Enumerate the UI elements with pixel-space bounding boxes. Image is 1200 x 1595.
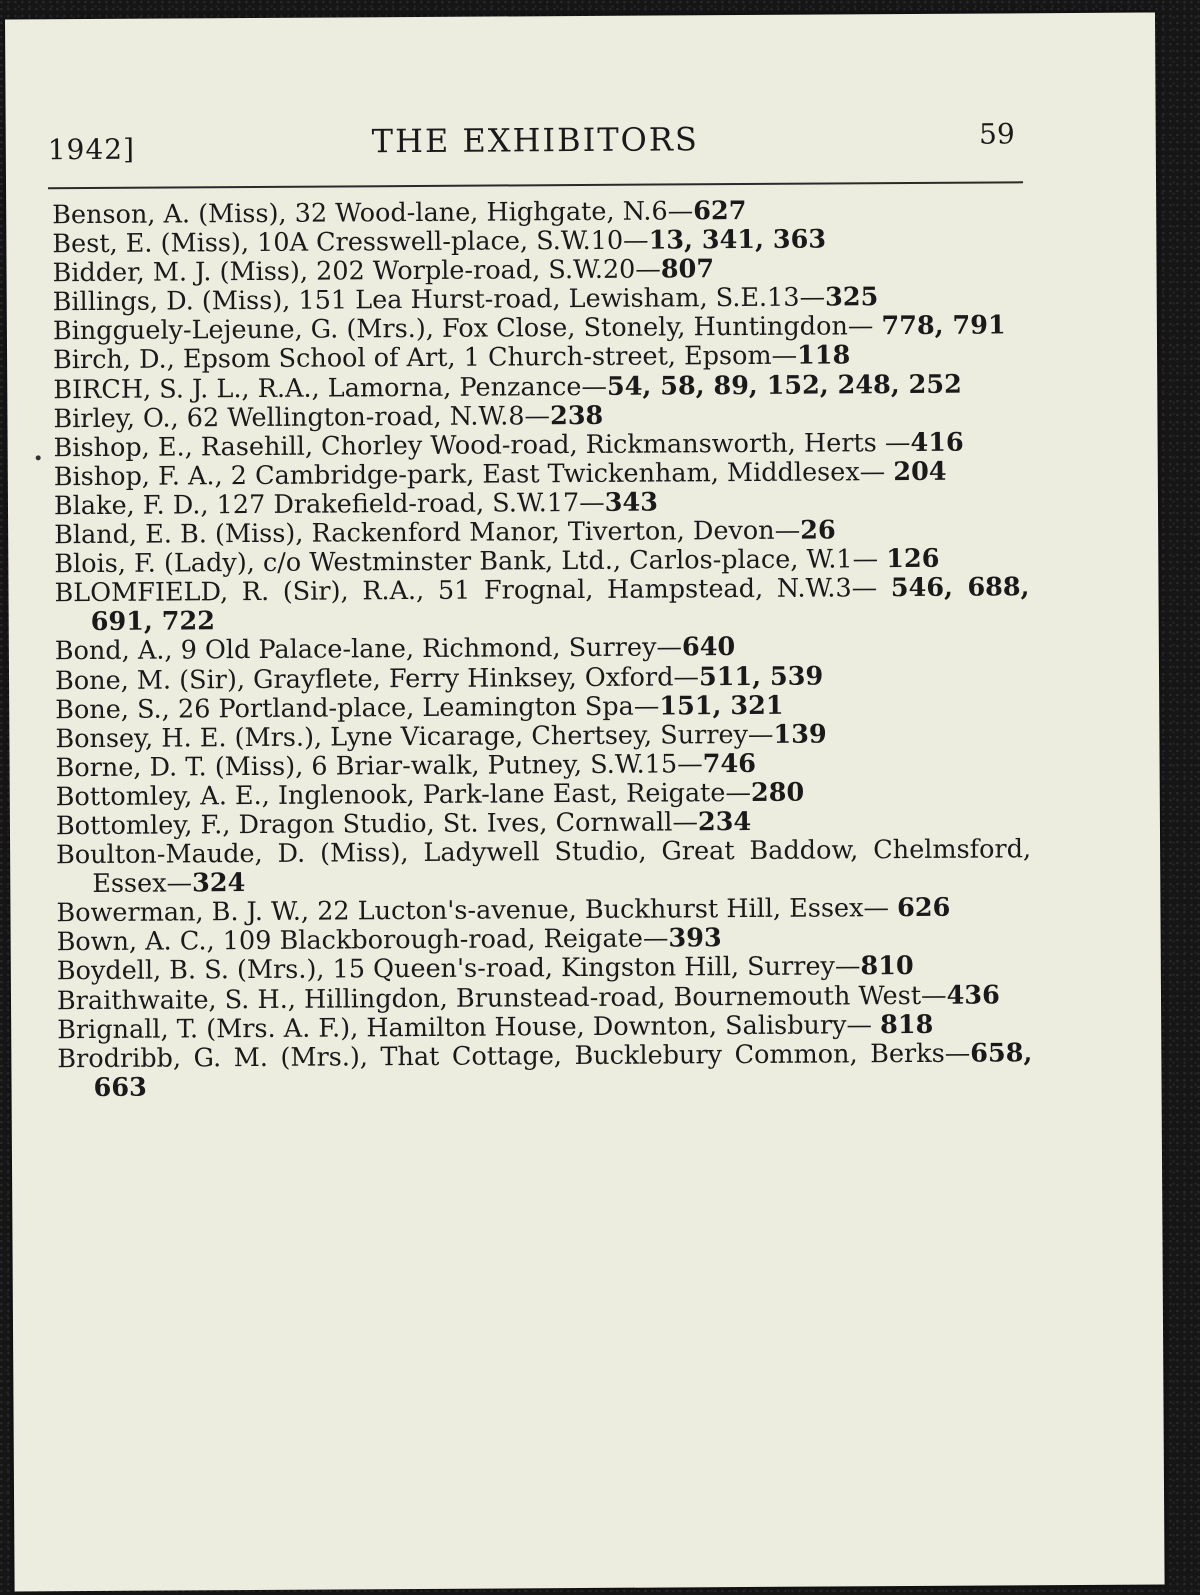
catalogue-numbers: 26 xyxy=(800,515,836,546)
catalogue-numbers: 280 xyxy=(750,777,805,808)
catalogue-numbers: 238 xyxy=(549,400,604,431)
entry-text: Best, E. (Miss), 10A Cresswell-place, S.W.10— xyxy=(52,225,649,260)
catalogue-numbers: 627 xyxy=(693,195,747,227)
entry-text: Bidder, M. J. (Miss), 202 Worple-road, S.W.20— xyxy=(52,254,661,289)
catalogue-numbers: 54, 58, 89, 152, 248, 252 xyxy=(606,369,962,402)
catalogue-numbers: 139 xyxy=(773,719,827,750)
entry-text: Billings, D. (Miss), 151 Lea Hurst-road, Lewisham, S.E.13— xyxy=(52,282,826,318)
catalogue-numbers: 626 xyxy=(896,893,951,924)
margin-mark xyxy=(36,455,41,460)
list-item xyxy=(57,1039,1032,1103)
header-year: 1942] xyxy=(47,132,136,167)
catalogue-numbers: 658, 663 xyxy=(93,1037,1033,1103)
list-item xyxy=(56,894,1031,929)
page-header xyxy=(47,113,1023,167)
page-number: 59 xyxy=(978,117,1015,151)
entry-text: Bown, A. C., 109 Blackborough-road, Reigate— xyxy=(56,923,669,958)
entry-text: Bowerman, B. J. W., 22 Lucton's-avenue, Buckhurst Hill, Essex— xyxy=(56,893,898,929)
entry-text: Brodribb, G. M. (Mrs.), That Cottage, Bucklebury Common, Berks— xyxy=(57,1038,971,1074)
catalogue-numbers: 807 xyxy=(660,254,715,285)
header-title: THE EXHIBITORS xyxy=(371,120,699,161)
entry-text: Bone, S., 26 Portland-place, Leamington Spa— xyxy=(55,691,660,725)
catalogue-numbers: 393 xyxy=(668,923,722,954)
catalogue-numbers: 511, 539 xyxy=(698,661,824,692)
catalogue-numbers: 343 xyxy=(604,487,659,518)
entry-text: Brignall, T. (Mrs. A. F.), Hamilton House, Downton, Salisbury— xyxy=(57,1009,881,1045)
catalogue-numbers: 325 xyxy=(824,282,879,313)
entry-text: BLOMFIELD, R. (Sir), R.A., 51 Frognal, Hampstead, N.W.3— xyxy=(54,573,891,609)
entry-text: Bland, E. B. (Miss), Rackenford Manor, Tiverton, Devon— xyxy=(54,515,801,551)
entry-text: Boydell, B. S. (Mrs.), 15 Queen's-road, Kingston Hill, Surrey— xyxy=(56,951,861,987)
entry-text: Bottomley, F., Dragon Studio, St. Ives, Cornwall— xyxy=(55,807,699,842)
entry-text: Birley, O., 62 Wellington-road, N.W.8— xyxy=(53,400,551,434)
catalogue-numbers: 416 xyxy=(910,427,964,458)
entry-text: Bond, A., 9 Old Palace-lane, Richmond, Surrey— xyxy=(54,632,683,667)
catalogue-numbers: 746 xyxy=(702,748,756,780)
catalogue-numbers: 204 xyxy=(893,456,947,487)
book-page xyxy=(5,12,1165,1591)
entry-text: Birch, D., Epsom School of Art, 1 Church-street, Epsom— xyxy=(53,341,798,376)
entry-text: Bottomley, A. E., Inglenook, Park-lane East, Reigate— xyxy=(55,777,752,813)
catalogue-numbers: 778, 791 xyxy=(881,310,1006,342)
entry-text: Bingguely-Lejeune, G. (Mrs.), Fox Close, Stonely, Huntingdon— xyxy=(52,311,882,347)
catalogue-numbers: 151, 321 xyxy=(659,690,784,722)
list-item xyxy=(56,835,1031,899)
header-rule xyxy=(48,181,1023,189)
catalogue-numbers: 13, 341, 363 xyxy=(648,224,827,256)
entry-text: Braithwaite, S. H., Hillingdon, Brunstead-road, Bournemouth West— xyxy=(56,980,947,1016)
entry-text: Bishop, E., Rasehill, Chorley Wood-road, Rickmansworth, Herts — xyxy=(53,427,911,463)
entry-text: Bonsey, H. E. (Mrs.), Lyne Vicarage, Chertsey, Surrey— xyxy=(55,719,774,754)
entry-text: Bishop, F. A., 2 Cambridge-park, East Twickenham, Middlesex— xyxy=(53,456,894,493)
list-item xyxy=(53,370,1028,405)
catalogue-numbers: 818 xyxy=(880,1009,934,1040)
catalogue-numbers: 234 xyxy=(697,806,752,838)
list-item xyxy=(53,312,1028,347)
catalogue-numbers: 126 xyxy=(886,543,940,575)
list-item xyxy=(54,573,1029,637)
list-item xyxy=(54,457,1029,492)
catalogue-numbers: 118 xyxy=(797,340,851,372)
catalogue-numbers: 640 xyxy=(681,632,736,663)
catalogue-numbers: 436 xyxy=(946,979,1000,1011)
exhibitor-list xyxy=(52,195,1032,1103)
entry-text: Blake, F. D., 127 Drakefield-road, S.W.17— xyxy=(53,487,605,522)
catalogue-numbers: 810 xyxy=(860,951,914,982)
catalogue-numbers: 324 xyxy=(191,868,246,899)
entry-text: Borne, D. T. (Miss), 6 Briar-walk, Putney, S.W.15— xyxy=(55,749,703,783)
catalogue-numbers: 546, 688, 691, 722 xyxy=(90,572,1030,638)
entry-text: Bone, M. (Sir), Grayflete, Ferry Hinksey, Oxford— xyxy=(54,661,700,696)
entry-text: Benson, A. (Miss), 32 Wood-lane, Highgate, N.6— xyxy=(52,196,694,231)
entry-text: Boulton-Maude, D. (Miss), Ladywell Studio, Great Baddow, Chelmsford, Essex— xyxy=(56,834,1032,900)
entry-text: Blois, F. (Lady), c/o Westminster Bank, Ltd., Carlos-place, W.1— xyxy=(54,544,887,580)
entry-text: BIRCH, S. J. L., R.A., Lamorna, Penzance— xyxy=(53,371,608,405)
